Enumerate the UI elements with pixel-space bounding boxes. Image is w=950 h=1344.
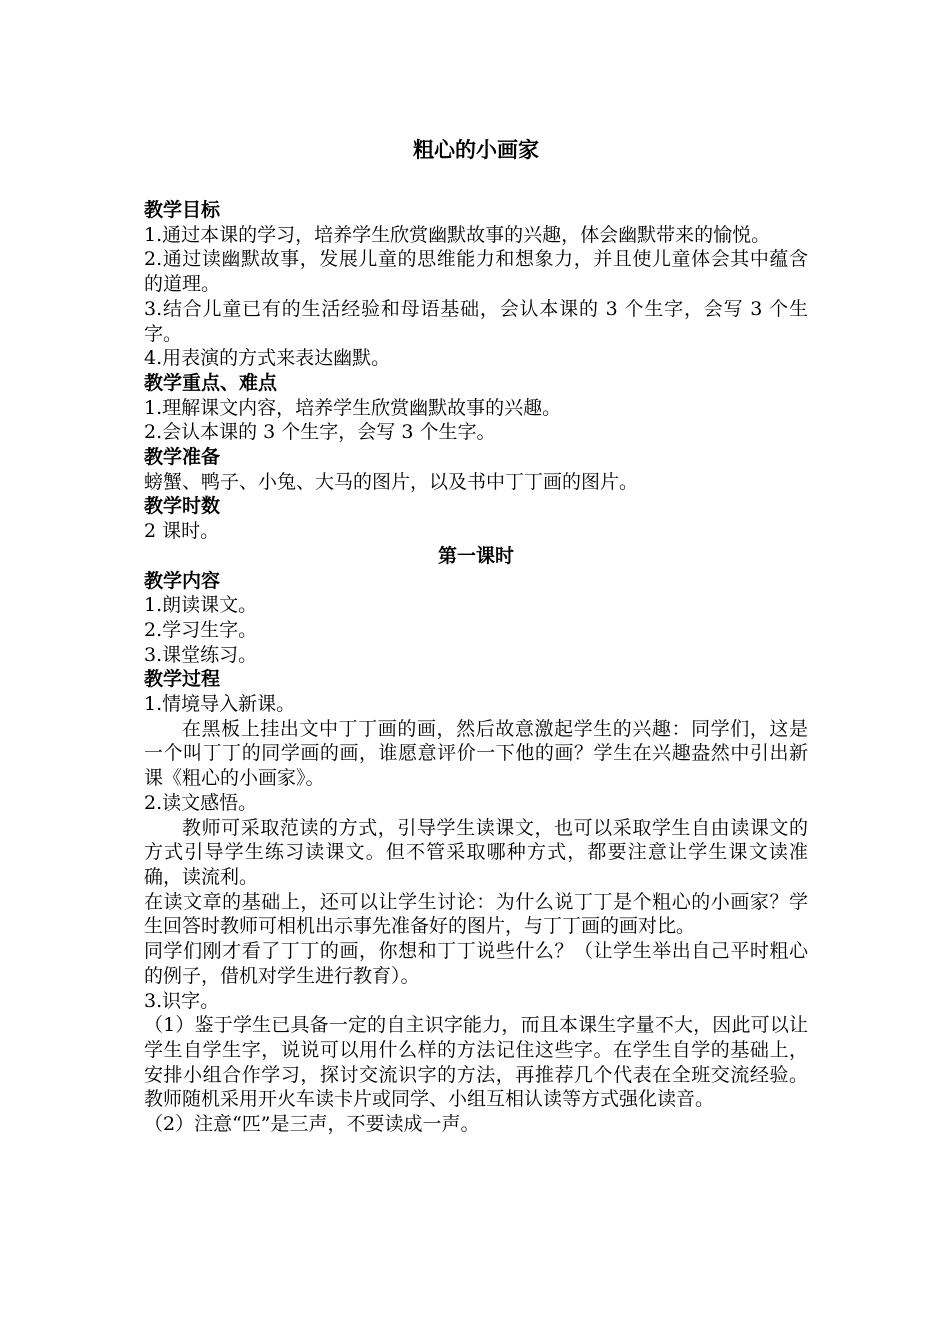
document-page: [144, 128, 808, 1137]
step2-text: 在读文章的基础上，还可以让学生讨论：为什么说丁丁是个粗心的小画家？学生回答时教师可相机出示事先准备好的图片，与丁丁画的画对比。: [144, 890, 808, 938]
lesson1-subtitle: 第一课时: [437, 544, 514, 567]
step2-text: 教师可采取范读的方式，引导学生读课文，也可以采取学生自由读课文的方式引导学生练习读课文。但不管采取哪种方式，都要注意让学生课文读准确，读流利。: [144, 816, 808, 888]
step2-text: 同学们刚才看了丁丁的画，你想和丁丁说些什么？（让学生举出自己平时粗心的例子，借机对学生进行教育）。: [144, 940, 808, 987]
step2-title: 2.读文感悟。: [144, 791, 258, 814]
step3-text: （2）注意“匹”是三声，不要读成一声。: [144, 1113, 480, 1136]
process-heading: 教学过程: [144, 668, 221, 691]
step1-title: 1.情境导入新课。: [144, 693, 296, 716]
hours-text: 2 课时。: [144, 520, 220, 543]
content-item: 2.学习生字。: [144, 618, 258, 641]
objective-item: 3.结合儿童已有的生活经验和母语基础，会认本课的 3 个生字，会写 3 个生字。: [144, 297, 808, 345]
document-title: 粗心的小画家: [413, 138, 539, 162]
hours-heading: 教学时数: [144, 495, 221, 518]
content-heading: 教学内容: [144, 569, 221, 592]
content-item: 3.课堂练习。: [144, 643, 258, 666]
keypoint-item: 2.会认本课的 3 个生字，会写 3 个生字。: [144, 421, 496, 444]
step1-text: 在黑板上挂出文中丁丁画的画，然后故意激起学生的兴趣：同学们，这是一个叫丁丁的同学画的画，谁愿意评价一下他的画？学生在兴趣盎然中引出新课《粗心的小画家》。: [144, 717, 808, 790]
step3-text: （1）鉴于学生已具备一定的自主识字能力，而且本课生字量不大，因此可以让学生自学生字，说说可以用什么样的方法记住这些字。在学生自学的基础上，安排小组合作学习，探讨交流识字的方法，再推荐几个代表在全班交流经验。教师随机采用开火车读卡片或同学、小组互相认读等方式强化读音。: [144, 1014, 808, 1111]
objective-item: 2.通过读幽默故事，发展儿童的思维能力和想象力，并且使儿童体会其中蕴含的道理。: [144, 248, 808, 296]
keypoints-heading: 教学重点、难点: [144, 371, 278, 394]
objective-item: 1.通过本课的学习，培养学生欣赏幽默故事的兴趣，体会幽默带来的愉悦。: [144, 223, 771, 246]
preparation-heading: 教学准备: [144, 446, 221, 469]
objective-item: 4.用表演的方式来表达幽默。: [144, 347, 391, 370]
keypoint-item: 1.理解课文内容，培养学生欣赏幽默故事的兴趣。: [144, 396, 562, 419]
step3-title: 3.识字。: [144, 989, 220, 1012]
objectives-heading: 教学目标: [144, 199, 221, 221]
content-item: 1.朗读课文。: [144, 594, 258, 617]
preparation-text: 螃蟹、鸭子、小兔、大马的图片，以及书中丁丁画的图片。: [144, 470, 639, 493]
